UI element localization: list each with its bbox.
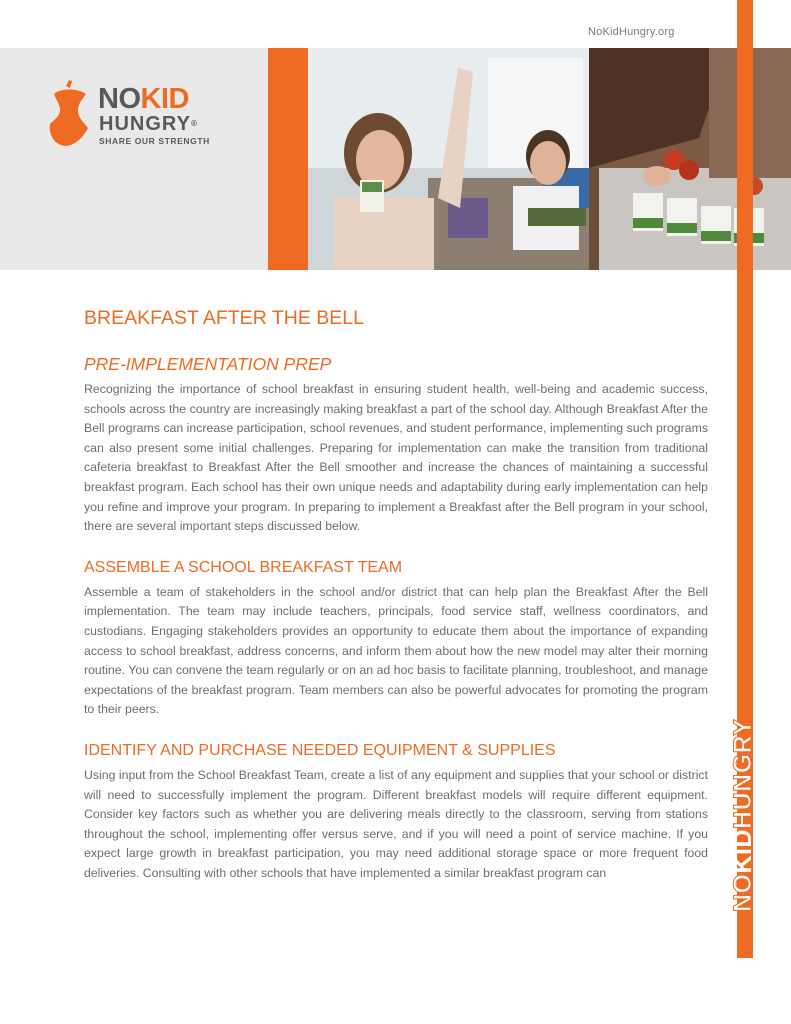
document-subtitle: PRE-IMPLEMENTATION PREP <box>84 354 332 374</box>
logo-tagline: SHARE OUR STRENGTH <box>99 136 210 146</box>
section-heading-equipment: IDENTIFY AND PURCHASE NEEDED EQUIPMENT & SUPPLIES <box>84 741 556 759</box>
document-body <box>84 304 708 883</box>
logo-wordmark-hungry <box>99 114 198 134</box>
logo-wordmark-nokid <box>98 84 189 114</box>
vertical-brand-wordmark <box>729 718 757 912</box>
document-title: BREAKFAST AFTER THE BELL <box>84 307 364 329</box>
site-url[interactable]: NoKidHungry.org <box>588 26 675 38</box>
logo-kid-text: KID <box>140 83 189 115</box>
section-body-equipment: Using input from the School Breakfast Team, create a list of any equipment and supplies that your school or district will need to successfully implement the program. Different breakfast models will require different equipment. Consider key factors such as whether you are delivering meals directly to the classroom, serving from stations throughout the school, implementing offer versus serve, and if you will need a point of service machine. If you expect large growth in breakfast participation, you may need additional storage space or more frequent food deliveries. Consulting with other schools that have implemented a similar breakfast program can <box>84 767 708 880</box>
no-kid-hungry-logo <box>46 80 236 150</box>
registered-mark: ® <box>190 119 198 128</box>
vertical-kid-text: KID <box>729 828 757 874</box>
intro-paragraph: Recognizing the importance of school breakfast in ensuring student health, well-being and academic success, schools across the country are increasingly making breakfast a part of the school day. Although Breakfast After the Bell programs can increase participation, school revenues, and student performance, implementing such programs can also present some initial challenges. Preparing for implementation can make the transition from traditional cafeteria breakfast to Breakfast After the Bell smoother and increase the chances of maintaining a successful breakfast program. Each school has their own unique needs and adaptability during early implementation can help you refine and improve your program. In preparing to implement a Breakfast after the Bell program in your school, there are several important steps discussed below. <box>84 382 708 534</box>
section-heading-team: ASSEMBLE A SCHOOL BREAKFAST TEAM <box>84 558 403 576</box>
milk-cartons-photo <box>589 48 791 270</box>
vertical-no-text: NO <box>729 873 757 912</box>
vertical-hungry-text: HUNGRY <box>729 718 757 829</box>
banner-accent-strip <box>268 48 308 270</box>
logo-no-text: NO <box>98 83 141 115</box>
logo-hungry-text: HUNGRY <box>99 113 191 135</box>
children-classroom-photo <box>308 48 589 270</box>
section-body-team: Assemble a team of stakeholders in the school and/or district that can help plan the Breakfast After the Bell implementation. The team may include teachers, principals, food service staff, wellness coordinators, and custodians. Engaging stakeholders provides an opportunity to educate them about the importance of expanding access to school breakfast, address concerns, and inform them about how the new model may alter their morning routine. You can convene the team regularly or on an ad hoc basis to facilitate planning, troubleshoot, and manage expectations of the breakfast program. Team members can also be powerful advocates for promoting the program to their peers. <box>84 584 708 717</box>
apple-core-icon <box>46 80 94 150</box>
